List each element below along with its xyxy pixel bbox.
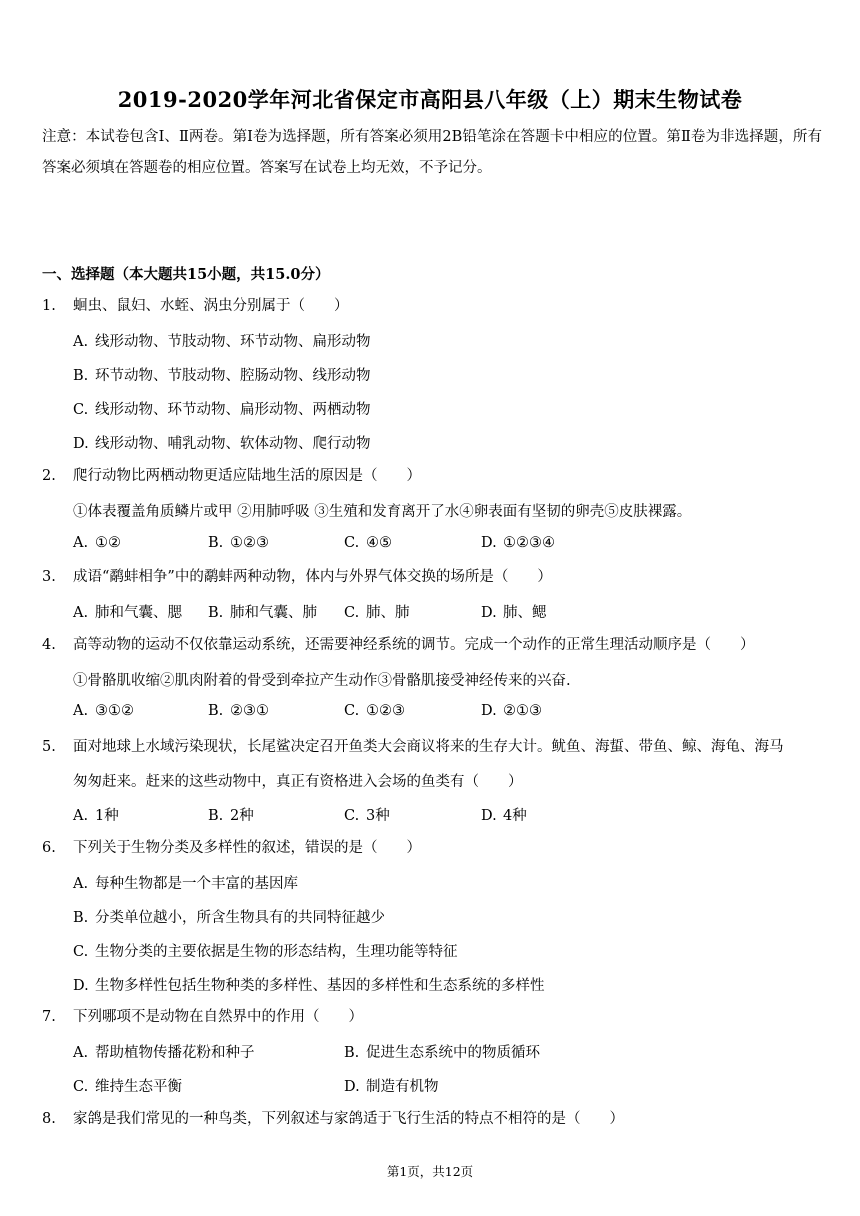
question-number: 1.	[42, 298, 56, 314]
question-number: 4.	[42, 637, 56, 653]
question-number: 2.	[42, 468, 56, 484]
question-text: 成语“鹬蚌相争”中的鹬蚌两种动物，体内与外界气体交换的场所是（ ）	[73, 569, 552, 585]
option-7a: A. 帮助植物传播花粉和种子	[73, 1045, 255, 1061]
option-5a: A. 1种	[73, 808, 119, 824]
option-2d: D. ①②③④	[481, 535, 555, 551]
question-number: 6.	[42, 840, 56, 856]
question-text: 下列关于生物分类及多样性的叙述，错误的是（ ）	[73, 840, 421, 856]
question-4-statements: ①骨骼肌收缩②肌肉附着的骨受到牵拉产生动作③骨骼肌接受神经传来的兴奋.	[73, 673, 571, 689]
option-3c: C. 肺、肺	[344, 605, 410, 621]
option-2b: B. ①②③	[208, 535, 269, 551]
section-heading: 一、选择题（本大题共15小题，共15.0分）	[42, 266, 330, 283]
question-text: 蛔虫、鼠妇、水蛭、涡虫分别属于（ ）	[73, 298, 349, 314]
option-1d: D. 线形动物、哺乳动物、软体动物、爬行动物	[73, 436, 371, 452]
page-title: 2019-2020学年河北省保定市高阳县八年级（上）期末生物试卷	[117, 87, 743, 112]
option-5c: C. 3种	[344, 808, 390, 824]
question-text: 爬行动物比两栖动物更适应陆地生活的原因是（ ）	[73, 468, 421, 484]
option-7d: D. 制造有机物	[344, 1079, 439, 1095]
question-number: 3.	[42, 569, 56, 585]
question-number: 5.	[42, 739, 56, 755]
option-5b: B. 2种	[208, 808, 254, 824]
option-1a: A. 线形动物、节肢动物、环节动物、扁形动物	[73, 334, 371, 350]
option-4c: C. ①②③	[344, 703, 405, 719]
option-7b: B. 促进生态系统中的物质循环	[344, 1045, 540, 1061]
option-6d: D. 生物多样性包括生物种类的多样性、基因的多样性和生态系统的多样性	[73, 978, 545, 994]
option-4b: B. ②③①	[208, 703, 269, 719]
question-number: 7.	[42, 1009, 56, 1025]
option-1c: C. 线形动物、环节动物、扁形动物、两栖动物	[73, 402, 371, 418]
question-number: 8.	[42, 1111, 56, 1127]
option-6b: B. 分类单位越小，所含生物具有的共同特征越少	[73, 910, 385, 926]
option-3a: A. 肺和气囊、腮	[73, 605, 182, 621]
question-text: 高等动物的运动不仅依靠运动系统，还需要神经系统的调节。完成一个动作的正常生理活动顺序是（ ）	[73, 637, 755, 653]
option-1b: B. 环节动物、节肢动物、腔肠动物、线形动物	[73, 368, 371, 384]
option-2a: A. ①②	[73, 535, 121, 551]
question-text: 面对地球上水域污染现状，长尾鲨决定召开鱼类大会商议将来的生存大计。鱿鱼、海蜇、带鱼、鲸、海龟、海马	[73, 739, 784, 755]
notice-text: 注意：本试卷包含Ⅰ、Ⅱ两卷。第Ⅰ卷为选择题，所有答案必须用2B铅笔涂在答题卡中相应的位置。第Ⅱ卷为非选择题，所有答案必须填在答题卷的相应位置。答案写在试卷上均无效，不予记分。	[42, 129, 822, 176]
option-4d: D. ②①③	[481, 703, 542, 719]
option-4a: A. ③①②	[73, 703, 134, 719]
question-text: 下列哪项不是动物在自然界中的作用（ ）	[73, 1009, 363, 1025]
option-6c: C. 生物分类的主要依据是生物的形态结构，生理功能等特征	[73, 944, 458, 960]
option-3d: D. 肺、鳃	[481, 605, 547, 621]
question-2-statements: ①体表覆盖角质鳞片或甲 ②用肺呼吸 ③生殖和发育离开了水④卵表面有坚韧的卵壳⑤皮肤裸露。	[73, 504, 692, 520]
question-text: 家鸽是我们常见的一种鸟类，下列叙述与家鸽适于飞行生活的特点不相符的是（ ）	[73, 1111, 624, 1127]
option-3b: B. 肺和气囊、肺	[208, 605, 317, 621]
option-5d: D. 4种	[481, 808, 527, 824]
option-6a: A. 每种生物都是一个丰富的基因库	[73, 876, 298, 892]
option-7c: C. 维持生态平衡	[73, 1079, 182, 1095]
page-footer: 第1页，共12页	[386, 1164, 474, 1179]
option-2c: C. ④⑤	[344, 535, 392, 551]
question-5-continued: 匆匆赶来。赶来的这些动物中，真正有资格进入会场的鱼类有（ ）	[73, 774, 523, 790]
